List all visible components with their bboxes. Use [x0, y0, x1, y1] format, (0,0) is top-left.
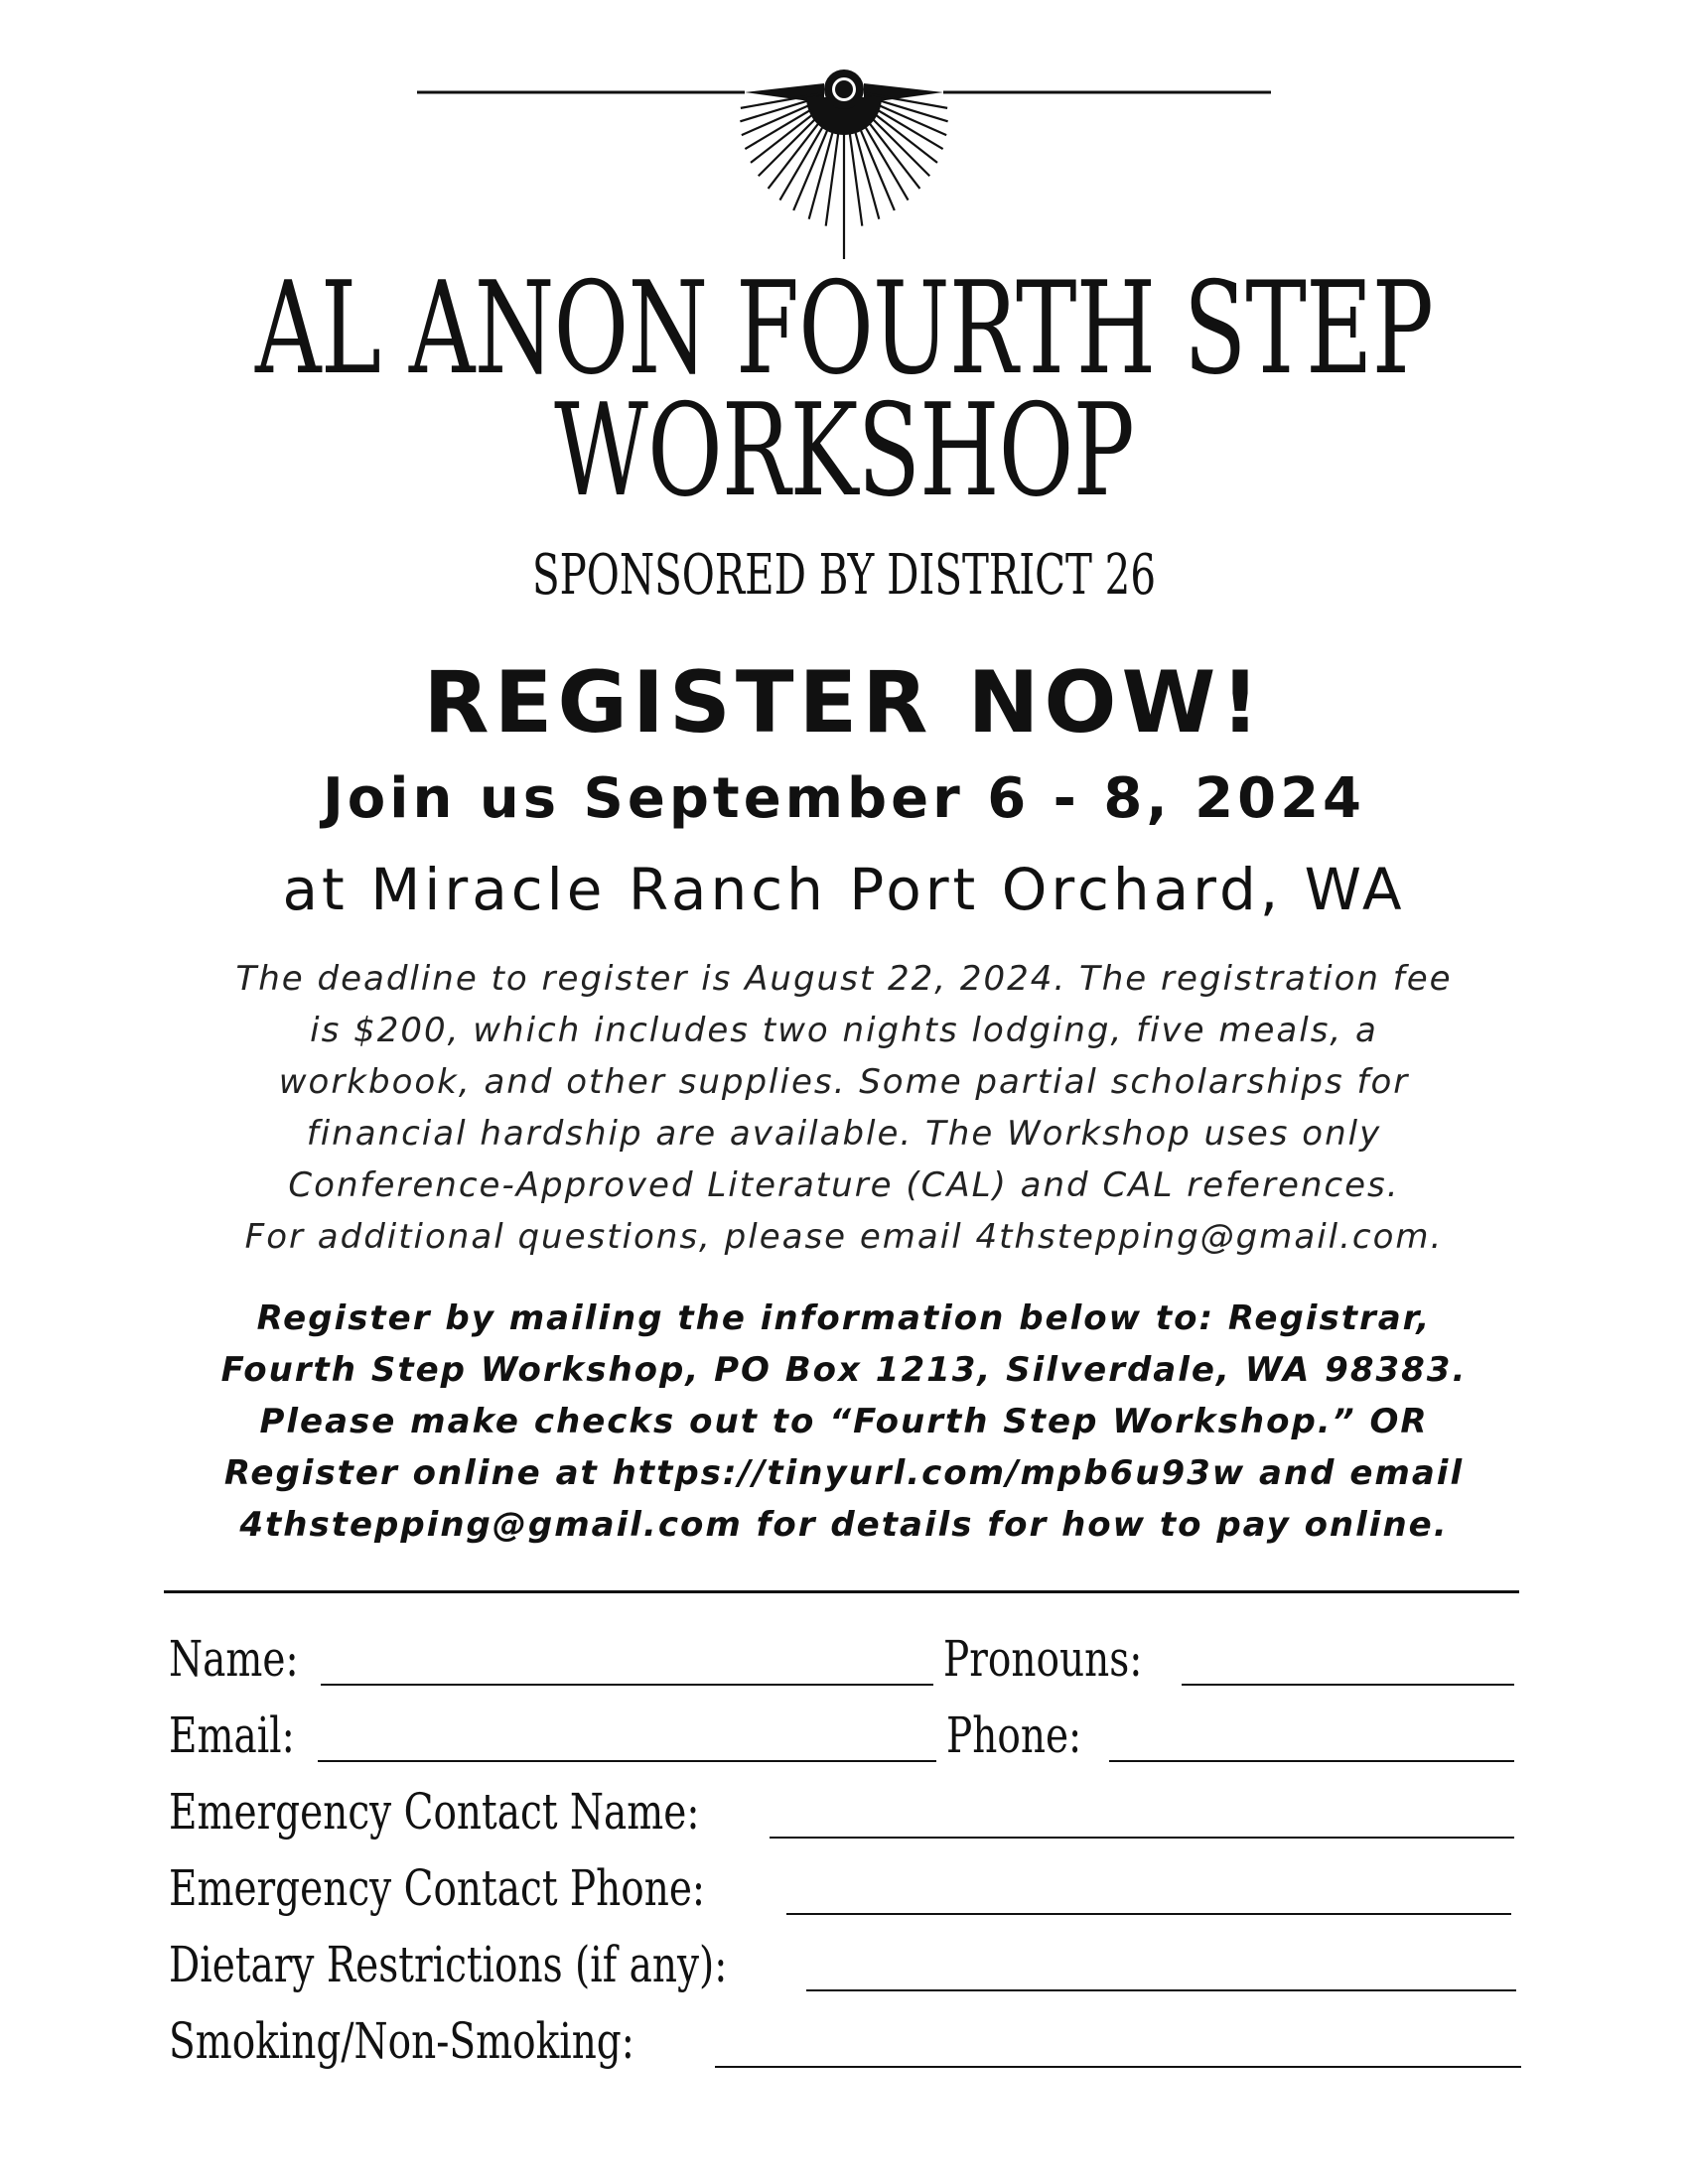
- info-line: For additional questions, please email 4thstepping@gmail.com.: [244, 1217, 1444, 1257]
- registration-info-paragraph: [149, 953, 1539, 1263]
- mail-line: Fourth Step Workshop, PO Box 1213, Silverdale, WA 98383.: [220, 1350, 1468, 1390]
- email-field[interactable]: [318, 1760, 936, 1762]
- name-field[interactable]: [321, 1684, 933, 1686]
- mail-line: Please make checks out to “Fourth Step Workshop.” OR: [259, 1402, 1429, 1441]
- name-label: Name:: [169, 1630, 299, 1688]
- info-line: workbook, and other supplies. Some partial scholarships for: [278, 1062, 1410, 1102]
- phone-label: Phone:: [946, 1706, 1082, 1764]
- mail-line: 4thstepping@gmail.com for details for how to pay online.: [239, 1505, 1449, 1545]
- pronouns-field[interactable]: [1182, 1684, 1514, 1686]
- emergency-name-label: Emergency Contact Name:: [169, 1783, 700, 1841]
- info-line: financial hardship are available. The Workshop uses only: [306, 1114, 1382, 1154]
- smoking-label: Smoking/Non-Smoking:: [169, 2012, 634, 2070]
- mail-line: Register by mailing the information below to: Registrar,: [256, 1298, 1432, 1338]
- dietary-label: Dietary Restrictions (if any):: [169, 1936, 728, 1993]
- event-dates: Join us September 6 - 8, 2024: [322, 766, 1366, 831]
- info-line: is $200, which includes two nights lodging, five meals, a: [310, 1011, 1378, 1050]
- info-line: Conference-Approved Literature (CAL) and CAL references.: [288, 1165, 1400, 1205]
- register-now-heading: REGISTER NOW!: [423, 653, 1265, 752]
- sunburst-emblem-icon: [417, 60, 1271, 268]
- pronouns-label: Pronouns:: [943, 1630, 1143, 1688]
- title-line-1: AL ANON FOURTH STEP: [254, 255, 1434, 403]
- emergency-phone-field[interactable]: [786, 1913, 1511, 1915]
- email-label: Email:: [169, 1706, 295, 1764]
- phone-field[interactable]: [1109, 1760, 1514, 1762]
- sponsor-subtitle: SPONSORED BY DISTRICT 26: [532, 543, 1156, 608]
- mailing-instructions-paragraph: [149, 1293, 1539, 1551]
- dietary-field[interactable]: [806, 1989, 1516, 1991]
- event-location: at Miracle Ranch Port Orchard, WA: [282, 856, 1406, 923]
- emergency-phone-label: Emergency Contact Phone:: [169, 1859, 706, 1917]
- section-divider: [164, 1590, 1519, 1593]
- title-line-2: WORKSHOP: [554, 377, 1134, 525]
- smoking-field[interactable]: [715, 2066, 1521, 2068]
- info-line: The deadline to register is August 22, 2024. The registration fee: [235, 959, 1453, 999]
- emergency-name-field[interactable]: [770, 1837, 1514, 1839]
- mail-line: Register online at https://tinyurl.com/mpb6u93w and email: [223, 1453, 1465, 1493]
